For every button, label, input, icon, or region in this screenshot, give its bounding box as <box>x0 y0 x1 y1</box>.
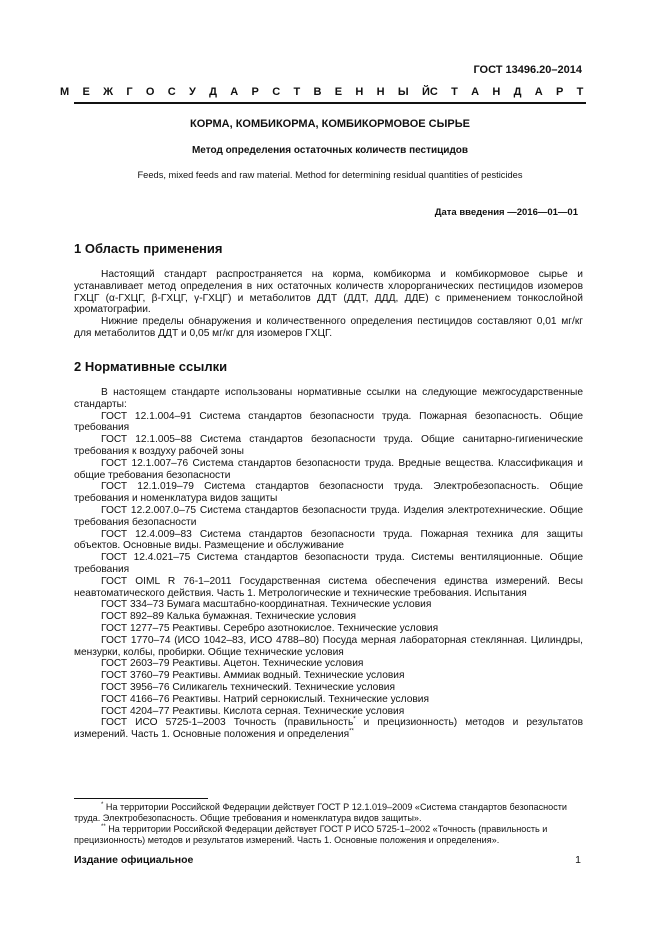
footnote-separator <box>74 798 208 799</box>
reference-item: ГОСТ 12.4.009–83 Система стандартов безопасности труда. Пожарная техника для защиты объектов. Основные виды. Размещение и обслуживание <box>74 528 583 552</box>
footnotes <box>74 802 583 846</box>
reference-item: ГОСТ 1277–75 Реактивы. Серебро азотнокислое. Технические условия <box>101 622 439 634</box>
english-title: Feeds, mixed feeds and raw material. Method for determining residual quantities of pesticides <box>137 170 523 180</box>
banner-letter: Н <box>492 86 501 98</box>
section-1-body <box>74 269 583 340</box>
banner-letter: Т <box>576 86 584 98</box>
banner-word-standard <box>430 86 584 98</box>
banner-letter: Г <box>126 86 133 98</box>
footnote-mark: ** <box>101 823 106 830</box>
banner-letter: Р <box>556 86 564 98</box>
reference-item: ГОСТ OIML R 76-1–2011 Государственная система обеспечения единства измерений. Весы неавтоматического действия. Часть 1. Метрологические и технические требования. Испытания <box>74 575 583 599</box>
footnote-1 <box>74 802 583 824</box>
official-edition-label: Издание официальное <box>74 854 194 866</box>
banner-letter: С <box>167 86 176 98</box>
reference-iso-text-start: ГОСТ ИСО 5725-1–2003 Точность (правильность <box>101 717 354 729</box>
banner-letter: О <box>145 86 155 98</box>
page-number: 1 <box>575 854 581 866</box>
footnote-text: На территории Российской Федерации действует ГОСТ Р 12.1.019–2009 «Система стандартов безопасности труда. Электробезопасность. Общие требования и номенклатура видов защиты». <box>74 802 568 823</box>
banner-letter: А <box>230 86 239 98</box>
introduction-date: Дата введения —2016—01—01 <box>434 207 578 218</box>
footnote-mark: ** <box>349 728 354 735</box>
banner-letter: Е <box>82 86 90 98</box>
reference-item: ГОСТ 2603–79 Реактивы. Ацетон. Технические условия <box>101 658 364 670</box>
detection-limits-paragraph: Нижние пределы обнаружения и количественного определения пестицидов составляют 0,01 мг/кг для метаболитов ДДТ и 0,05 мг/кг для изомеров ГХЦГ. <box>74 316 583 339</box>
section-2-heading: 2 Нормативные ссылки <box>74 359 228 374</box>
footnote-2 <box>74 824 583 846</box>
banner-letter: С <box>429 86 438 98</box>
banner-letter: Р <box>251 86 259 98</box>
banner-letter: В <box>313 86 322 98</box>
interstate-standard-banner <box>60 86 584 98</box>
banner-letter: А <box>534 86 543 98</box>
banner-letter: Ы <box>397 86 409 98</box>
banner-letter: Е <box>334 86 343 98</box>
banner-letter: Ж <box>103 86 114 98</box>
reference-item: ГОСТ 334–73 Бумага масштабно-координатная. Технические условия <box>101 599 432 611</box>
document-subtitle: Метод определения остаточных количеств пестицидов <box>191 145 469 156</box>
reference-item: ГОСТ 12.2.007.0–75 Система стандартов безопасности труда. Изделия электротехнические. Общие требования безопасности <box>74 504 583 528</box>
reference-iso-text-end: и прецизионность) методов и результатов измерений. Часть 1. Основные положения и определения <box>74 717 583 741</box>
section-2-body <box>74 387 583 741</box>
footnote-mark: * <box>353 716 356 723</box>
footnote-text: На территории Российской Федерации действует ГОСТ Р ИСО 5725-1–2002 «Точность (правильность и прецизионность) методов и результатов измерений. Часть 1. Основные положения и определения». <box>74 824 548 845</box>
reference-item: ГОСТ 12.1.019–79 Система стандартов безопасности труда. Электробезопасность. Общие требования и номенклатура видов защиты <box>74 481 583 505</box>
banner-letter: Н <box>355 86 364 98</box>
banner-word-interstate <box>60 86 430 98</box>
reference-item: ГОСТ 892–89 Калька бумажная. Технические условия <box>101 611 356 623</box>
banner-letter: Й <box>421 86 430 98</box>
banner-letter: Т <box>451 86 458 98</box>
reference-item: ГОСТ 3956–76 Силикагель технический. Технические условия <box>101 681 395 693</box>
banner-letter: С <box>272 86 281 98</box>
reference-list <box>74 411 583 718</box>
banner-letter: У <box>189 86 196 98</box>
reference-item: ГОСТ 3760–79 Реактивы. Аммиак водный. Технические условия <box>101 670 405 682</box>
banner-letter: М <box>60 86 70 98</box>
banner-letter: Н <box>376 86 385 98</box>
banner-letter: Т <box>293 86 301 98</box>
scope-paragraph: Настоящий стандарт распространяется на корма, комбикорма и комбикормовое сырье и устанавливает метод определения в них остаточных количеств хлорорганических пестицидов изомеров ГХЦГ (α-ГХЦГ, β-ГХЦГ, γ-ГХЦГ) и метаболитов ДДТ (ДДТ, ДДД, ДДЕ) с применением тонкослойной хроматографии. <box>74 269 583 316</box>
reference-item: ГОСТ 4166–76 Реактивы. Натрий сернокислый. Технические условия <box>101 693 429 705</box>
reference-iso-5725 <box>74 717 583 741</box>
banner-letter: А <box>471 86 480 98</box>
footnote-mark: * <box>101 801 104 808</box>
reference-item: ГОСТ 12.1.004–91 Система стандартов безопасности труда. Пожарная безопасность. Общие требования <box>74 410 583 434</box>
references-intro: В настоящем стандарте использованы нормативные ссылки на следующие межгосударственные стандарты: <box>74 387 583 410</box>
reference-item: ГОСТ 12.1.007–76 Система стандартов безопасности труда. Вредные вещества. Классификация и общие требования безопасности <box>74 457 583 481</box>
section-1-heading: 1 Область применения <box>74 241 223 256</box>
banner-letter: Д <box>513 86 522 98</box>
reference-item: ГОСТ 12.4.021–75 Система стандартов безопасности труда. Системы вентиляционные. Общие требования <box>74 552 583 575</box>
header-rule <box>74 102 586 104</box>
banner-letter: Д <box>209 86 217 98</box>
document-number: ГОСТ 13496.20–2014 <box>473 64 582 76</box>
reference-item: ГОСТ 1770–74 (ИСО 1042–83, ИСО 4788–80) Посуда мерная лабораторная стеклянная. Цилиндры, мензурки, колбы, пробирки. Общие технические условия <box>74 634 583 658</box>
reference-item: ГОСТ 4204–77 Реактивы. Кислота серная. Технические условия <box>101 705 405 717</box>
reference-item: ГОСТ 12.1.005–88 Система стандартов безопасности труда. Общие санитарно-гигиенические требования к воздуху рабочей зоны <box>74 434 583 457</box>
document-title: КОРМА, КОМБИКОРМА, КОМБИКОРМОВОЕ СЫРЬЕ <box>190 118 470 130</box>
